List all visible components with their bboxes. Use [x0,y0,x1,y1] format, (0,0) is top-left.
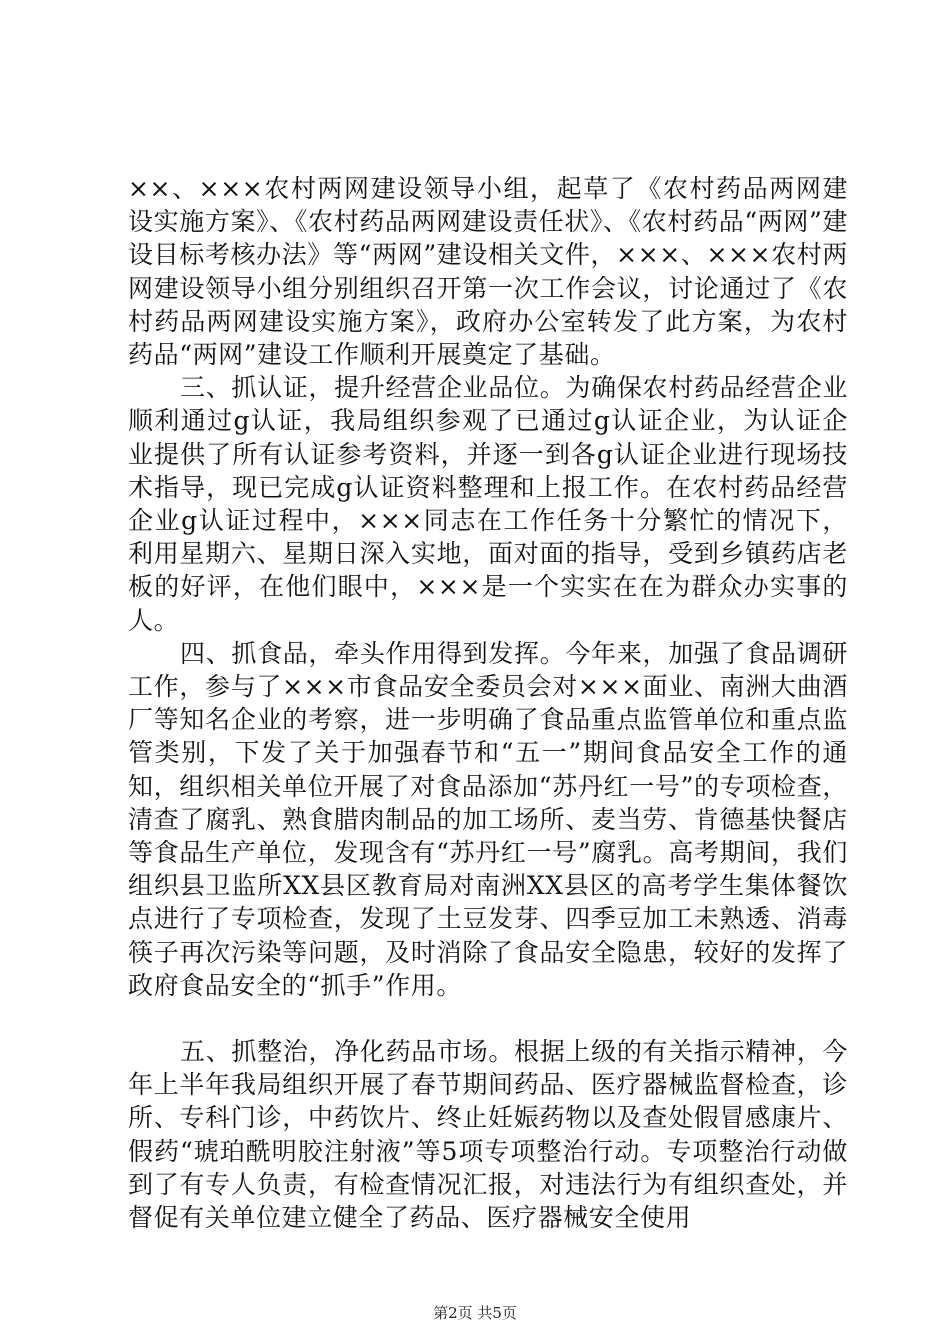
document-body [128,172,848,1234]
page-number-footer: 第2页 共5页 [433,1304,517,1322]
paragraph-continuation: ××、×××农村两网建设领导小组，起草了《农村药品两网建设实施方案》、《农村药品两网建设责任状》、《农村药品“两网”建设目标考核办法》等“两网”建设相关文件，×××、×××农村两网建设领导小组分别组织召开第一次工作会议，讨论通过了《农村药品两网建设实施方案》，政府办公室转发了此方案，为农村药品“两网”建设工作顺利开展奠定了基础。 [128,174,848,370]
paragraph-rectification: 五、抓整治，净化药品市场。根据上级的有关指示精神，今年上半年我局组织开展了春节期间药品、医疗器械监督检查，诊所、专科门诊，中药饮片、终止妊娠药物以及查处假冒感康片、假药“琥珀酰明胶注射液”等5项专项整治行动。专项整治行动做到了有专人负责，有检查情况汇报，对违法行为有组织查处，并督促有关单位建立健全了药品、医疗器械安全使用 [128,1037,848,1233]
paragraph-certification: 三、抓认证，提升经营企业品位。为确保农村药品经营企业顺利通过g认证，我局组织参观了已通过g认证企业，为认证企业提供了所有认证参考资料，并逐一到各g认证企业进行现场技术指导，现已完成g认证资料整理和上报工作。在农村药品经营企业g认证过程中，×××同志在工作任务十分繁忙的情况下，利用星期六、星期日深入实地，面对面的指导，受到乡镇药店老板的好评，在他们眼中，×××是一个实实在在为群众办实事的人。 [128,373,848,635]
paragraph-food: 四、抓食品，牵头作用得到发挥。今年来，加强了食品调研工作，参与了×××市食品安全委员会对×××面业、南洲大曲酒厂等知名企业的考察，进一步明确了食品重点监管单位和重点监管类别，下发了关于加强春节和“五一”期间食品安全工作的通知，组织相关单位开展了对食品添加“苏丹红一号”的专项检查，清查了腐乳、熟食腊肉制品的加工场所、麦当劳、肯德基快餐店等食品生产单位，发现含有“苏丹红一号”腐乳。高考期间，我们组织县卫监所XX县区教育局对南洲XX县区的高考学生集体餐饮点进行了专项检查，发现了土豆发芽、四季豆加工未熟透、消毒筷子再次污染等问题，及时消除了食品安全隐患，较好的发挥了政府食品安全的“抓手”作用。 [128,638,848,1000]
